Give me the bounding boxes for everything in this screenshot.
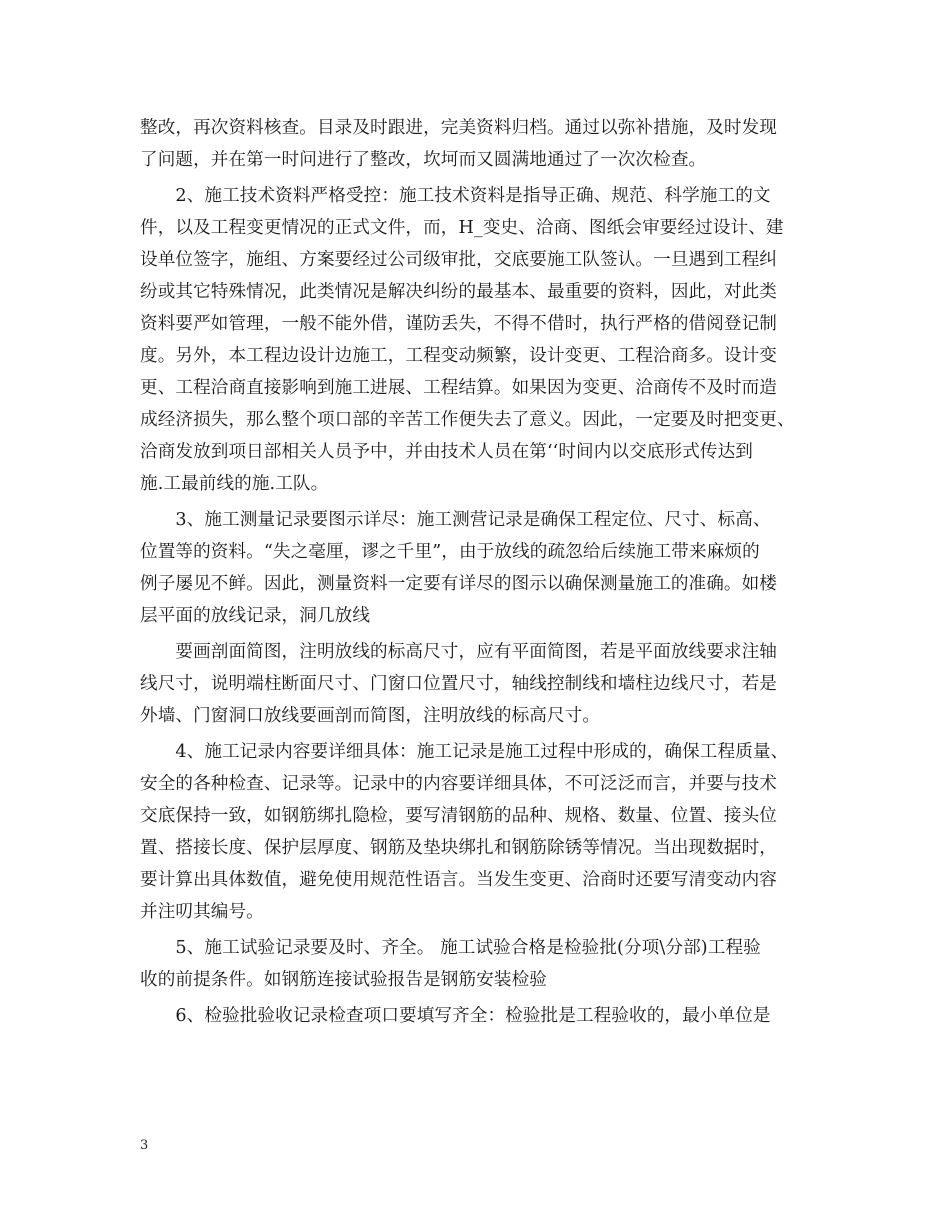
text-line: 位置等的资料。“失之毫厘，谬之千里”，由于放线的疏忽给后续施工带来麻烦的 (140, 542, 760, 562)
text-line: 线尺寸，说明端柱断面尺寸、门窗口位置尺寸，轴线控制线和墙柱边线尺寸，若是 (140, 674, 777, 694)
text-line: 更、工程洽商直接影响到施工进展、工程结算。如果因为变更、洽商传不及时而造 (140, 378, 777, 398)
page-number: 3 (140, 1138, 149, 1153)
text-line: 置、搭接长度、保护层厚度、钢筋及垫块绑扎和钢筋除锈等情况。当出现数据时， (140, 838, 777, 858)
text-line: 整改，再次资料核查。目录及时跟进，完美资料归档。通过以弥补措施，及时发现 (140, 118, 777, 138)
paragraph-2-start: 2、施工技术资料严格受控：施工技术资料是指导正确、规范、科学施工的文 (140, 186, 771, 206)
text-line: 要计算出具体数值，避免使用规范性语言。当发生变更、洽商时还要写清变动内容 (140, 870, 777, 890)
text-line: 外墙、门窗洞口放线要画剖而简图，注明放线的标高尺寸。 (140, 706, 601, 726)
text-line: 成经济损失，那么整个项口部的辛苦工作便失去了意义。因此，一定要及时把变更、 (140, 410, 795, 430)
text-line: 纷或其它特殊情况，此类情况是解决纠纷的最基本、最重要的资料，因此，对此类 (140, 282, 777, 302)
paragraph-4-start: 4、施工记录内容要详细具体：施工记录是施工过程中形成的，确保工程质量、 (140, 742, 789, 762)
text-line: 例子屡见不鲜。因此，测量资料一定要有详尽的图示以确保测量施工的准确。如楼 (140, 574, 777, 594)
text-line: 设单位签字，施组、方案要经过公司级审批，交底要施工队签认。一旦遇到工程纠 (140, 250, 777, 270)
text-line: 层平面的放线记录，洞几放线 (140, 606, 371, 626)
text-line: 洽商发放到项日部相关人员予中，并由技术人员在第‘‘时间内以交底形式传达到 (140, 442, 753, 462)
text-line: 安全的各种检查、记录等。记录中的内容要详细具体，不可泛泛而言，并要与技术 (140, 774, 777, 794)
text-line: 资料要严如管理，一般不能外借，谨防丢失，不得不借时，执行严格的借阅登记制 (140, 314, 777, 334)
paragraph-5-start: 5、施工试验记录要及时、齐全。 施工试验合格是检验批(分项\分部)工程验 (140, 938, 761, 958)
text-line: 交底保持一致，如钢筋绑扎隐检，要写清钢筋的品种、规格、数量、位置、接头位 (140, 806, 777, 826)
text-line: 施.工最前线的施.工队。 (140, 474, 329, 494)
text-line: 并注叨其编号。 (140, 902, 264, 922)
text-line: 件，以及工程变更情况的正式文件，而，H_变史、洽商、图纸会审要经过设计、建 (140, 218, 784, 238)
paragraph-3-start: 3、施工测量记录要图示详尽：施工测营记录是确保工程定位、尺寸、标高、 (140, 510, 771, 530)
body-text (140, 112, 820, 1032)
text-line: 度。另外，本工程边设计边施工，工程变动频繁，设计变更、工程洽商多。设计变 (140, 346, 777, 366)
paragraph-6-start: 6、检验批验收记录检查项口要填写齐全：检验批是工程验收的，最小单位是 (140, 1006, 771, 1026)
text-line: 了问题，并在第一时问进行了整改，坎坷而又圆满地通过了一次次检查。 (140, 150, 707, 170)
text-line: 收的前提条件。如钢筋连接试验报告是钢筋安装检验 (140, 970, 547, 990)
paragraph-3b-start: 要画剖面简图，注明放线的标高尺寸，应有平面简图，若是平面放线要求注轴 (140, 642, 777, 662)
